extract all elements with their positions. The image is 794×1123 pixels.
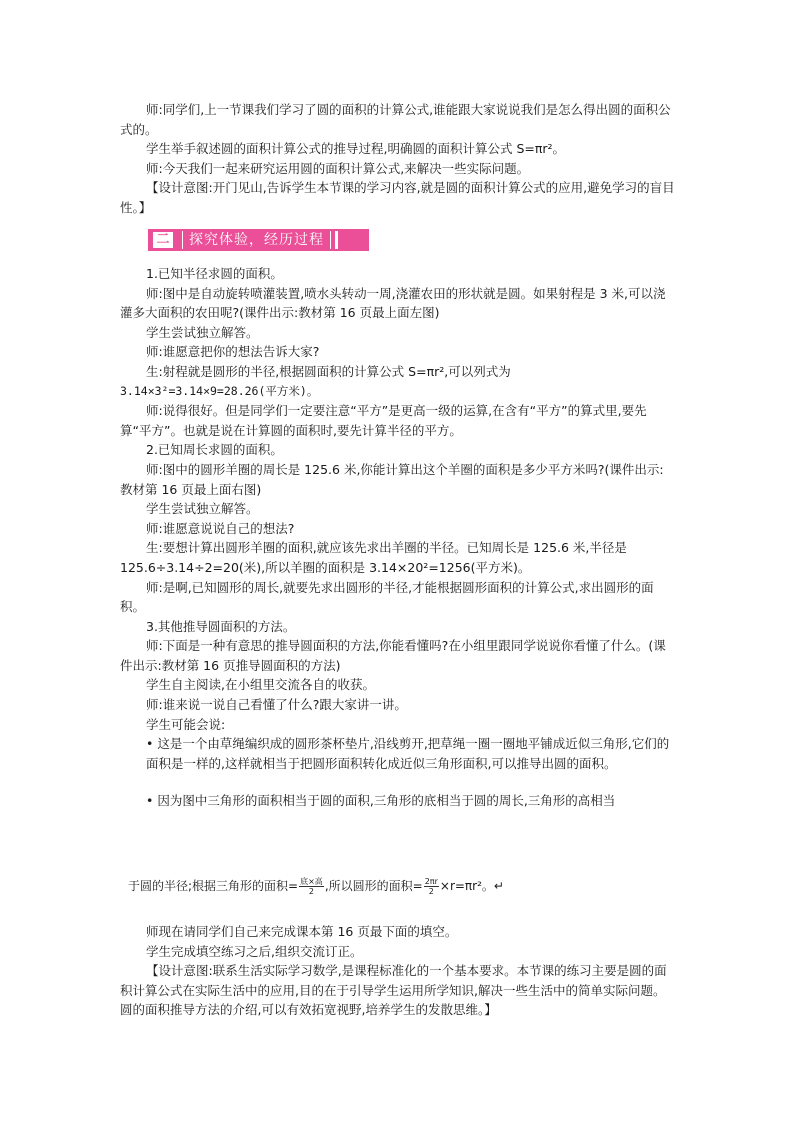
formula-text-post: ×r=πr²。↵ <box>439 879 504 893</box>
subheading-radius: 1.已知半径求圆的面积。 <box>146 266 283 281</box>
teacher-comment-1: 师:说得很好。但是同学们一定要注意“平方”是更高一级的运算,在含有“平方”的算式里,要先算“平方”。也就是说在计算圆的面积时,要先计算半径的平方。 <box>120 403 647 438</box>
teacher-statement: 师:今天我们一起来研究运用圆的面积计算公式,来解决一些实际问题。 <box>146 160 530 176</box>
teacher-comment-2: 师:是啊,已知圆形的周长,就要先求出圆形的半径,才能根据圆形面积的计算公式,求出圆形的面积。 <box>120 579 654 615</box>
student-answer-1: 生:射程就是圆形的半径,根据圆面积的计算公式 S=πr²,可以列式为 <box>146 363 511 379</box>
teacher-problem-3: 师:下面是一种有意思的推导圆面积的方法,你能看懂吗?在小组里跟同学说说你看懂了什么。(课件出示:教材第 16 页推导圆面积的方法) <box>120 638 666 673</box>
formula-text-mid: ,所以圆形的面积= <box>324 879 423 893</box>
teacher-prompt-1: 师:谁愿意把你的想法告诉大家? <box>146 344 320 360</box>
practice-section <box>120 922 676 1020</box>
circle-area-fraction <box>424 877 439 896</box>
design-intent-note: 【设计意图:开门见山,告诉学生本节课的学习内容,就是圆的面积计算公式的应用,避免学习的盲目性。】 <box>120 180 675 215</box>
student-response: 学生举手叙述圆的面积计算公式的推导过程,明确圆的面积计算公式 S=πr²。 <box>146 141 566 157</box>
heading-decoration-stripe <box>335 231 338 249</box>
teacher-problem-1: 师:图中是自动旋转喷灌装置,喷水头转动一周,浇灌农田的形状就是圆。如果射程是 3 米,可以浇灌多大面积的农田呢?(课件出示:教材第 16 页最上面左图) <box>120 285 666 321</box>
bullet-item-2: • 因为图中三角形的面积相当于圆的面积,三角形的底相当于圆的周长,三角形的高相当 <box>146 793 616 809</box>
subheading-circumference: 2.已知周长求圆的面积。 <box>146 442 283 458</box>
teacher-prompt-3: 师:谁来说一说自己看懂了什么?跟大家讲一讲。 <box>146 697 407 713</box>
triangle-area-fraction <box>299 877 324 896</box>
fraction-denominator: 2 <box>428 887 434 896</box>
teacher-assignment: 师现在请同学们自己来完成课本第 16 页最下面的填空。 <box>146 924 458 939</box>
bullet-item-1: • 这是一个由草绳编织成的圆形茶杯垫片,沿线剪开,把草绳一圈一圈地平铺成近似三角形,它们的面积是一样的,这样就相当于把圆形面积转化成近似三角形面积,可以推导出圆的面积。 <box>146 736 670 771</box>
section-heading-banner <box>148 229 369 251</box>
design-intent-note-2: 【设计意图:联系生活实际学习数学,是课程标准化的一个基本要求。本节课的练习主要是圆的面积计算公式在实际生活中的应用,目的在于引导学生运用所学知识,解决一些生活中的简单实际问题。圆的面积推导方法的介绍,可以有效拓宽视野,培养学生的发散思维。】 <box>120 963 667 1018</box>
intro-section <box>120 100 676 218</box>
formula-text-pre: 于圆的半径;根据三角形的面积= <box>128 879 299 893</box>
fraction-numerator: 2πr <box>424 877 438 886</box>
subheading-other-methods: 3.其他推导圆面积的方法。 <box>146 618 296 634</box>
student-attempt-2: 学生尝试独立解答。 <box>146 501 259 517</box>
formula-derivation-line <box>128 876 688 896</box>
section-heading-title: 探究体验，经历过程 <box>182 231 331 249</box>
fraction-numerator: 底×高 <box>300 877 323 886</box>
calculation-1: 3.14×3²=3.14×9=28.26(平方米)。 <box>120 383 319 398</box>
section-number-badge: 二 <box>152 231 174 249</box>
teacher-question: 师:同学们,上一节课我们学习了圆的面积的计算公式,谁能跟大家说说我们是怎么得出圆的面积公式的。 <box>120 102 671 137</box>
student-answer-2: 生:要想计算出圆形羊圈的面积,就应该先求出羊圈的半径。已知周长是 125.6 米,半径是 125.6÷3.14÷2=20(米),所以羊圈的面积是 3.14×20²=1256(平方米)。 <box>120 540 627 575</box>
teacher-prompt-2: 师:谁愿意说说自己的想法? <box>146 520 295 536</box>
student-may-say: 学生可能会说: <box>146 716 226 732</box>
student-activity-3: 学生自主阅读,在小组里交流各自的收获。 <box>146 677 375 693</box>
exploration-section <box>120 264 676 811</box>
fraction-denominator: 2 <box>308 887 314 896</box>
student-review: 学生完成填空练习之后,组织交流订正。 <box>146 943 363 959</box>
teacher-problem-2: 师:图中的圆形羊圈的周长是 125.6 米,你能计算出这个羊圈的面积是多少平方米吗?(课件出示:教材第 16 页最上面右图) <box>120 461 664 497</box>
student-attempt-1: 学生尝试独立解答。 <box>146 324 259 340</box>
